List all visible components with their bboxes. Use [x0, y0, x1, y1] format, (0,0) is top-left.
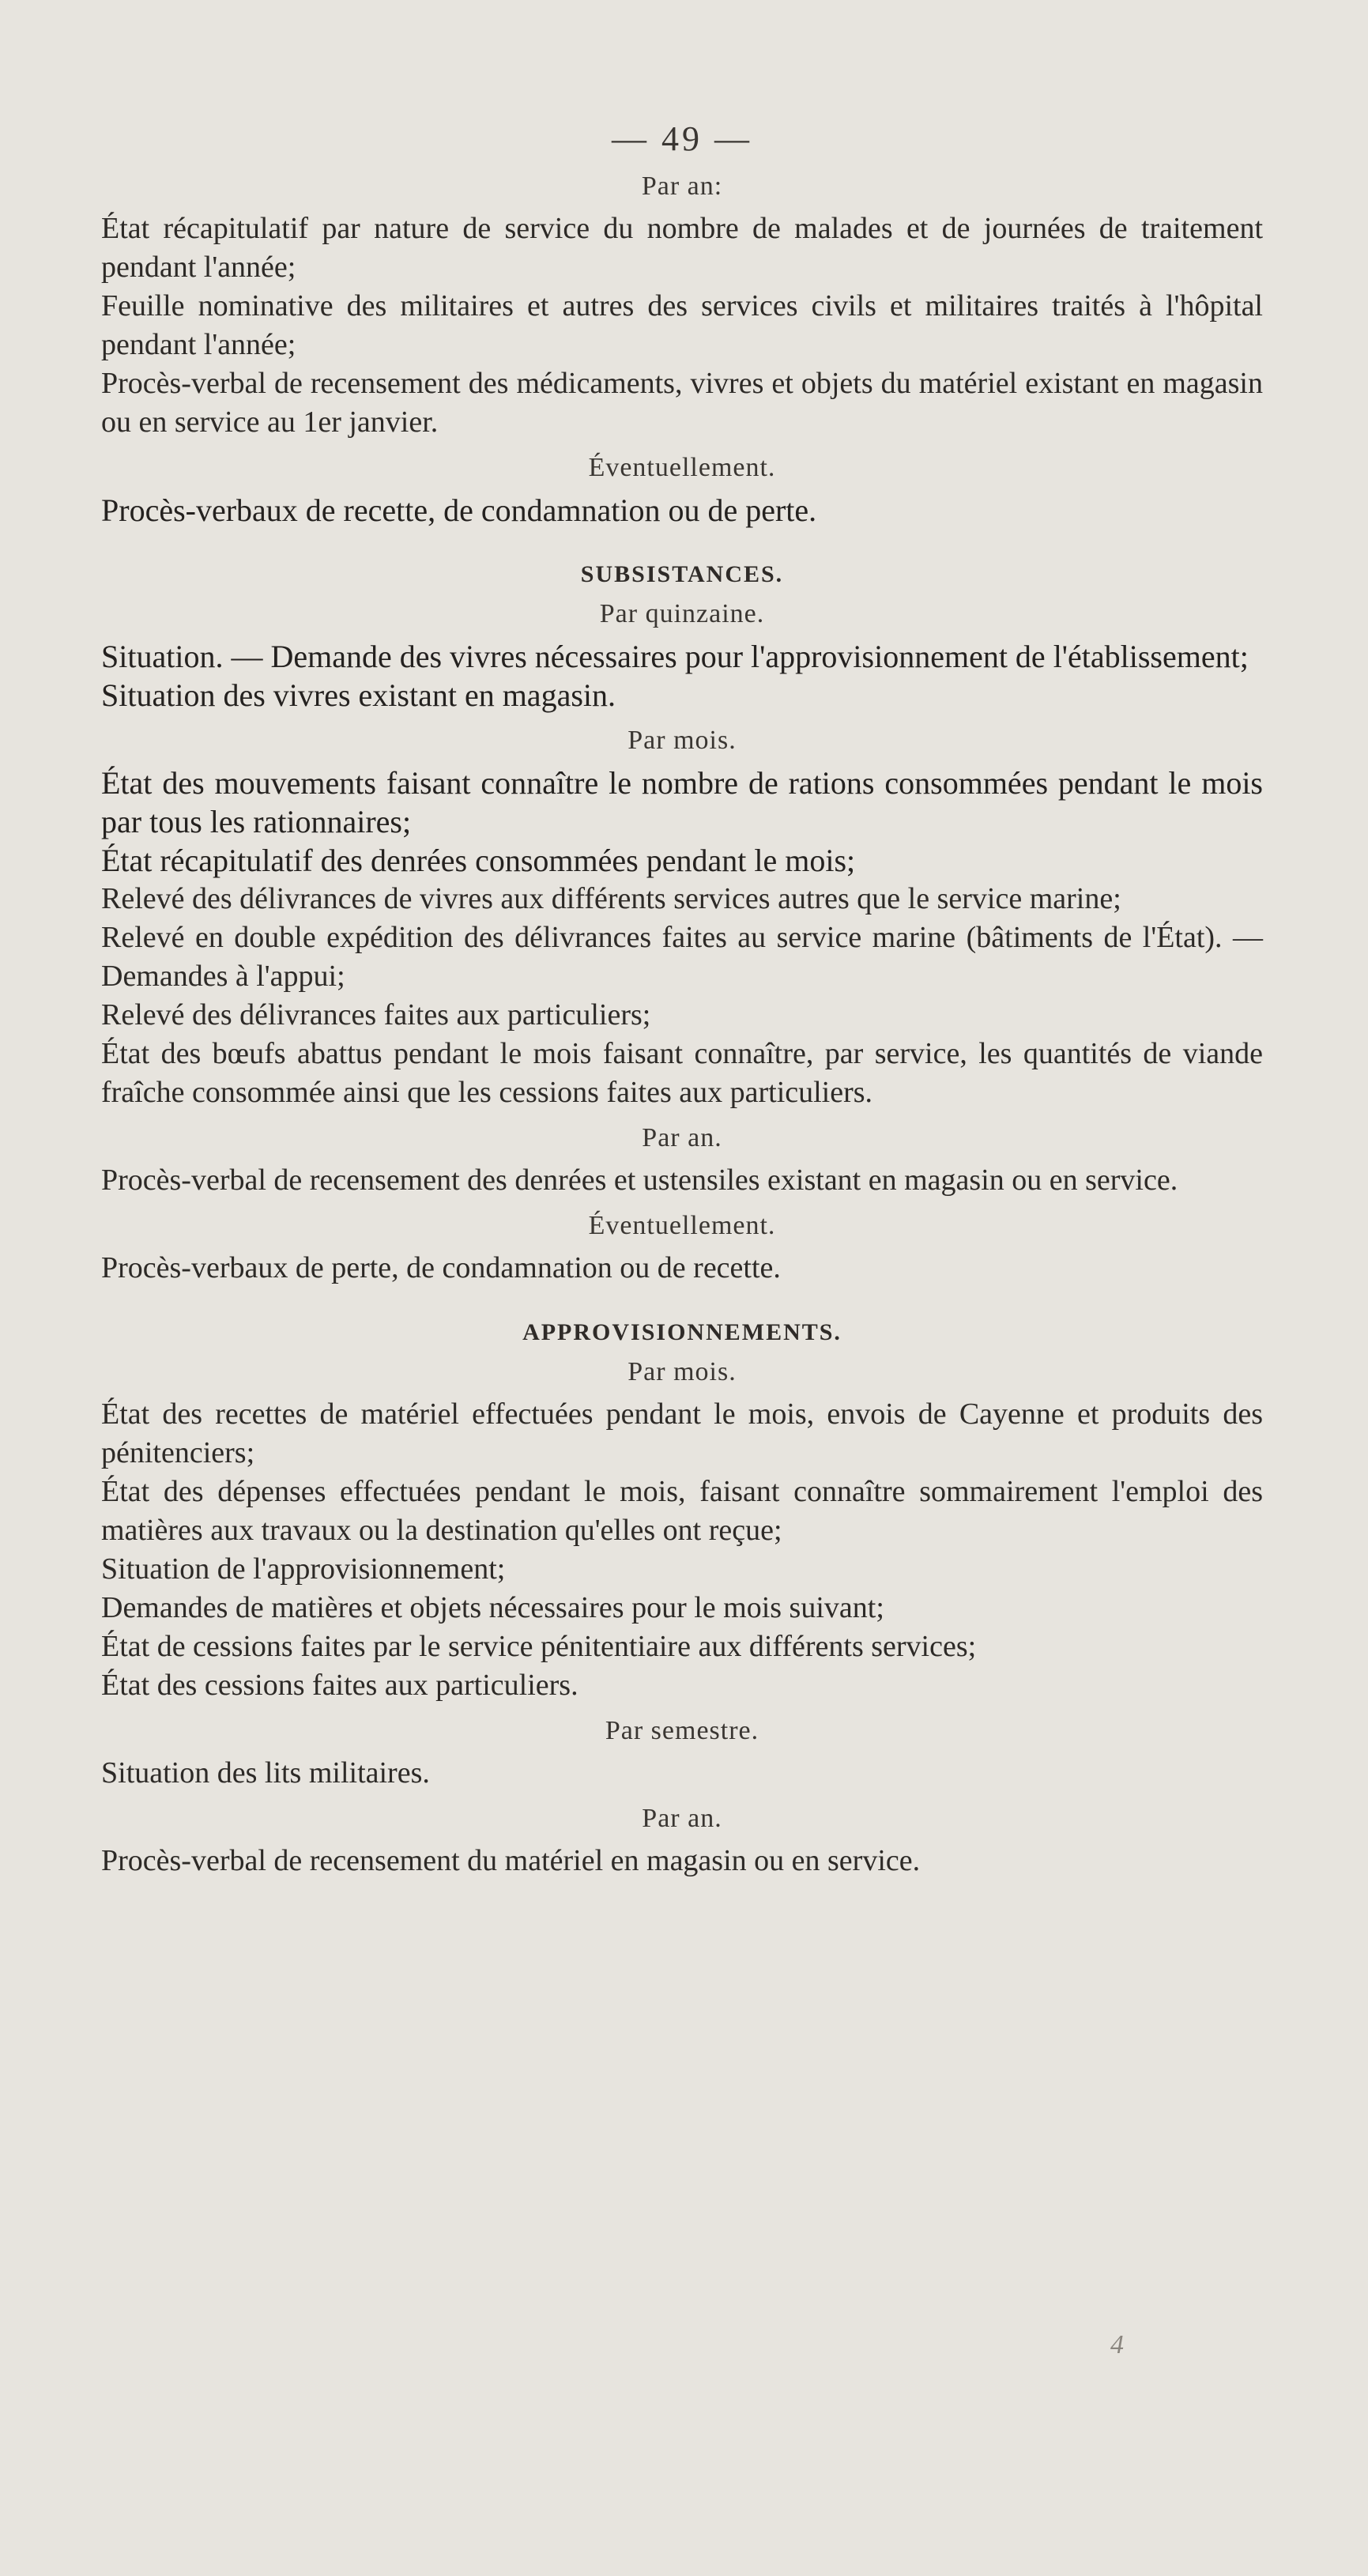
heading-par-mois: Par mois. [627, 1357, 737, 1386]
heading-par-an: Par an. [642, 1804, 722, 1833]
list-item: Feuille nominative des militaires et autres des services civils et militaires traités à l'hôpital pendant l'année; [101, 289, 1263, 361]
list-item: Situation des vivres existant en magasin. [101, 677, 616, 713]
list-item: État des dépenses effectuées pendant le mois, faisant connaître sommairement l'emploi des matières aux travaux ou la destination qu'elles ont reçue; [101, 1475, 1263, 1547]
list-item: Procès-verbaux de recette, de condamnation ou de perte. [101, 492, 817, 528]
list-item: État des recettes de matériel effectuées pendant le mois, envois de Cayenne et produits des pénitenciers; [101, 1397, 1263, 1469]
list-item: Procès-verbal de recensement du matériel en magasin ou en service. [101, 1844, 921, 1877]
heading-par-an: Par an. [642, 1123, 722, 1152]
list-item: Procès-verbaux de perte, de condamnation ou de recette. [101, 1251, 781, 1284]
section-title-approvisionnements: APPROVISIONNEMENTS. [522, 1319, 842, 1345]
heading-par-mois: Par mois. [627, 726, 737, 755]
page-content [101, 119, 1263, 1880]
approvisionnements-mois-list [101, 1395, 1263, 1705]
heading-eventuellement: Éventuellement. [588, 453, 776, 482]
list-item: Procès-verbal de recensement des denrées et ustensiles existant en magasin ou en service. [101, 1164, 1178, 1197]
subsistances-quinzaine-list [101, 637, 1263, 715]
section1-list [101, 209, 1263, 442]
list-item: État des bœufs abattus pendant le mois faisant connaître, par service, les quantités de viande fraîche consommée ainsi que les cessions faites aux particuliers. [101, 1037, 1263, 1109]
section-title-subsistances: SUBSISTANCES. [580, 561, 784, 587]
list-item: Situation. — Demande des vivres nécessaires pour l'approvisionnement de l'établissement; [101, 639, 1249, 674]
list-item: État des cessions faites aux particuliers. [101, 1669, 578, 1702]
list-item: État récapitulatif par nature de service du nombre de malades et de journées de traitement pendant l'année; [101, 212, 1263, 284]
list-item: Relevé en double expédition des délivrances faites au service marine (bâtiments de l'État). — Demandes à l'appui; [101, 921, 1263, 993]
list-item: État des mouvements faisant connaître le nombre de rations consommées pendant le mois par tous les rationnaires; [101, 765, 1263, 839]
list-item: État récapitulatif des denrées consommées pendant le mois; [101, 843, 856, 878]
list-item: Situation des lits militaires. [101, 1756, 430, 1790]
subsistances-mois-list [101, 764, 1263, 1112]
heading-eventuellement: Éventuellement. [588, 1211, 776, 1240]
page-number: — 49 — [612, 119, 752, 158]
list-item: Relevé des délivrances de vivres aux différents services autres que le service marine; [101, 882, 1121, 915]
list-item: Relevé des délivrances faites aux particuliers; [101, 998, 651, 1032]
signature-mark: 4 [1110, 2330, 1124, 2359]
heading-par-quinzaine: Par quinzaine. [599, 599, 765, 628]
heading-par-semestre: Par semestre. [605, 1716, 759, 1745]
list-item: Procès-verbal de recensement des médicaments, vivres et objets du matériel existant en magasin ou en service au 1er janvier. [101, 367, 1263, 439]
list-item: Demandes de matières et objets nécessaires pour le mois suivant; [101, 1591, 884, 1624]
list-item: Situation de l'approvisionnement; [101, 1552, 506, 1586]
heading-par-an: Par an: [641, 172, 723, 201]
list-item: État de cessions faites par le service pénitentiaire aux différents services; [101, 1630, 977, 1663]
